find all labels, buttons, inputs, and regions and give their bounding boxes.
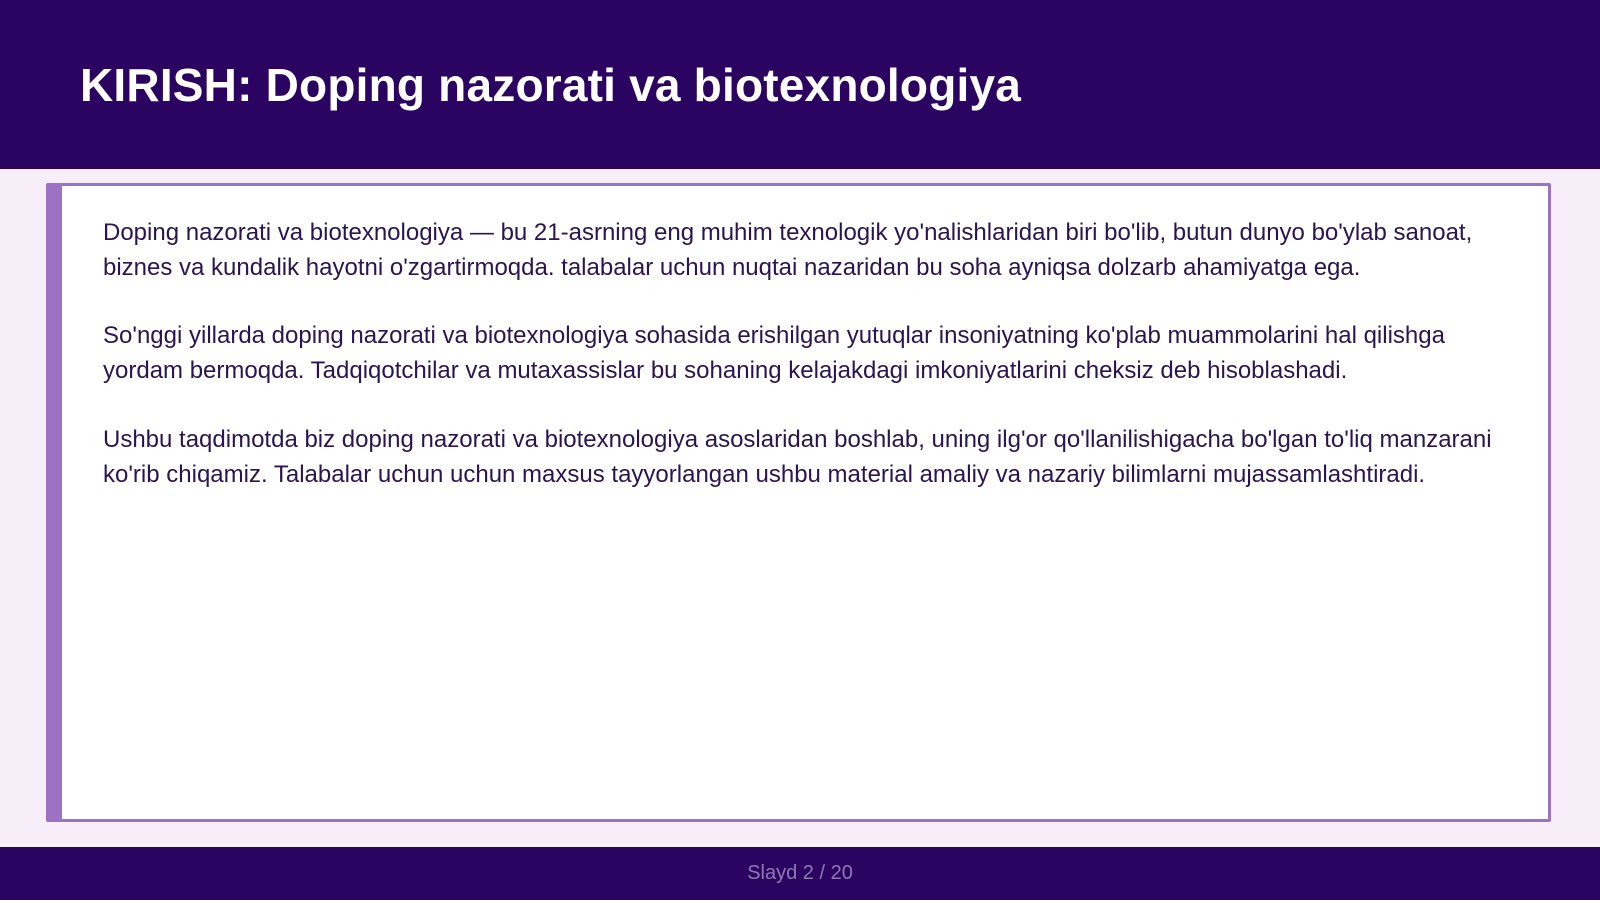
- slide-title: KIRISH: Doping nazorati va biotexnologiya: [80, 59, 1022, 111]
- paragraph-3: Ushbu taqdimotda biz doping nazorati va biotexnologiya asoslaridan boshlab, uning ilg'or qo'llanilishigacha bo'lgan to'liq manzarani ko'rib chiqamiz. Talabalar uchun uchun maxsus tayyorlangan ushbu material amaliy va nazariy bilimlarni mujassamlashtiradi.: [103, 425, 1492, 488]
- slide-header: [0, 0, 1600, 169]
- paragraph-1: Doping nazorati va biotexnologiya — bu 21-asrning eng muhim texnologik yo'nalishlaridan biri bo'lib, butun dunyo bo'ylab sanoat, biznes va kundalik hayotni o'zgartirmoqda. talabalar uchun nuqtai nazaridan bu soha ayniqsa dolzarb ahamiyatga ega.: [103, 219, 1473, 281]
- slide-footer: [0, 847, 1600, 900]
- content-box: [46, 183, 1551, 822]
- slide-number: Slayd 2 / 20: [747, 862, 853, 884]
- paragraph-2: So'nggi yillarda doping nazorati va biotexnologiya sohasida erishilgan yutuqlar insoniyatning ko'plab muammolarini hal qilishga yordam bermoqda. Tadqiqotchilar va mutaxassislar bu sohaning kelajakdagi imkoniyatlarini cheksiz deb hisoblashadi.: [103, 322, 1445, 385]
- content-text: [103, 216, 1513, 526]
